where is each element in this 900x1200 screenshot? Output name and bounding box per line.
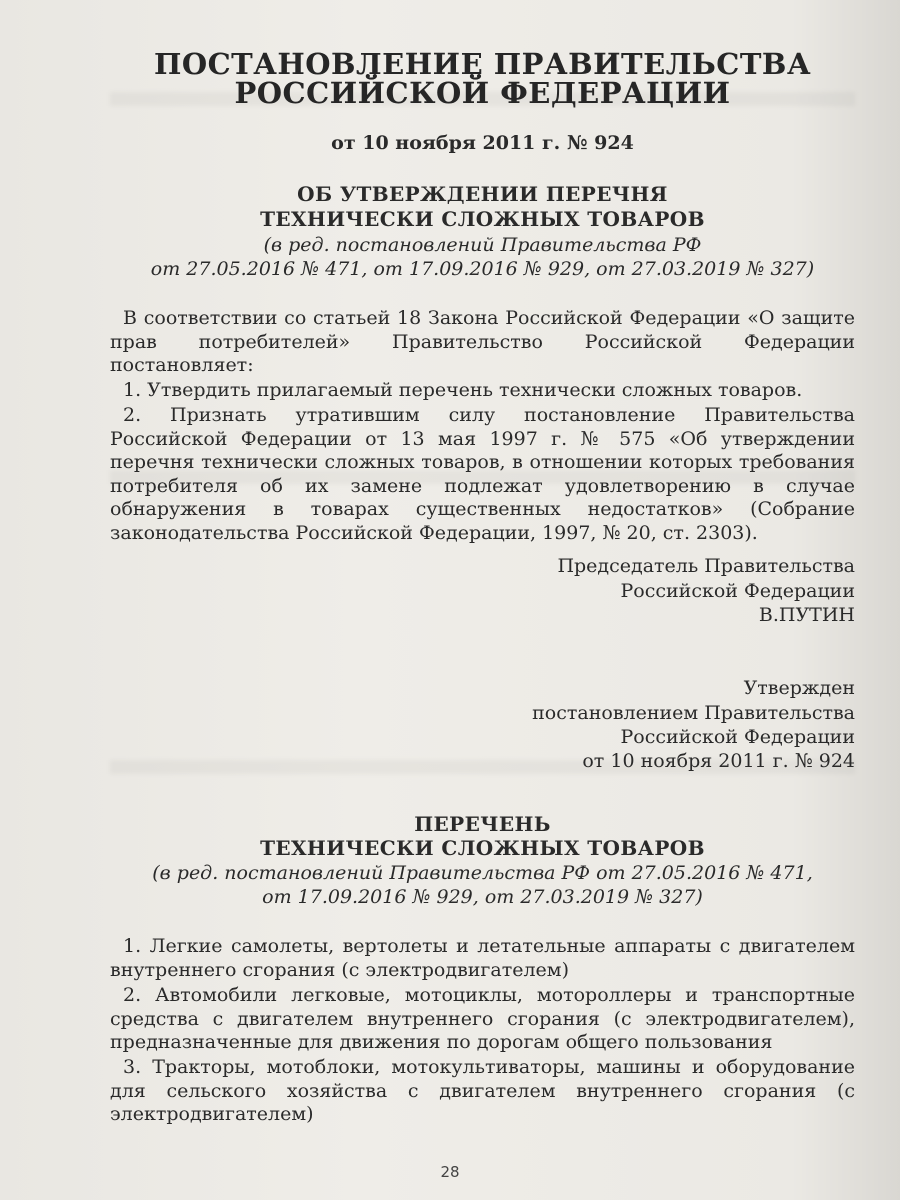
signature-position-line-2: Российской Федерации <box>620 580 855 602</box>
list-heading-1: ПЕРЕЧЕНЬ <box>414 812 551 836</box>
list-item: 1. Легкие самолеты, вертолеты и летательные аппараты с двигателем внутреннего сгорания (с электродвигателем) <box>110 935 855 981</box>
preamble-paragraph: В соответствии со статьей 18 Закона Российской Федерации «О защите прав потребителей» Правительство Российской Федерации постановляет: <box>110 307 855 376</box>
list-item: 2. Автомобили легковые, мотоциклы, мотороллеры и транспортные средства с двигателем внутреннего сгорания (с электродвигателем), предназначенные для движения по дорогам общего пользования <box>110 984 855 1053</box>
decree-item-1: 1. Утвердить прилагаемый перечень технически сложных товаров. <box>123 379 803 401</box>
decree-item-2: 2. Признать утратившим силу постановление Правительства Российской Федерации от 13 мая 1997 г. № 575 «Об утверждении перечня технически сложных товаров, в отношении которых требования потребителя об их замене подлежат удовлетворению в случае обнаружения в товарах существенных недостатков» (Собрание законодательства Российской Федерации, 1997, № 20, ст. 2303). <box>110 404 855 544</box>
approval-line-1: Утвержден <box>743 677 855 699</box>
list-edition-line-2: от 17.09.2016 № 929, от 27.03.2019 № 327) <box>262 886 703 908</box>
subject-line-1: ОБ УТВЕРЖДЕНИИ ПЕРЕЧНЯ <box>297 182 668 206</box>
title-line-1: ПОСТАНОВЛЕНИЕ ПРАВИТЕЛЬСТВА <box>153 47 812 81</box>
edition-note-line-2: от 27.05.2016 № 471, от 17.09.2016 № 929, от 27.03.2019 № 327) <box>150 258 815 280</box>
title-line-2: РОССИЙСКОЙ ФЕДЕРАЦИИ <box>234 76 731 110</box>
list-item: 3. Тракторы, мотоблоки, мотокультиваторы, машины и оборудование для сельского хозяйства с двигателем внутреннего сгорания (с электродвигателем) <box>110 1056 855 1125</box>
signatory-name: В.ПУТИН <box>758 604 855 626</box>
list-edition-line-1: (в ред. постановлений Правительства РФ от 27.05.2016 № 471, <box>152 862 813 884</box>
approval-line-4: от 10 ноября 2011 г. № 924 <box>582 750 855 772</box>
approval-line-2: постановлением Правительства <box>532 702 855 724</box>
signature-position-line-1: Председатель Правительства <box>557 555 855 577</box>
page-number: 28 <box>440 1163 460 1181</box>
edition-note-line-1: (в ред. постановлений Правительства РФ <box>263 234 702 256</box>
subject-line-2: ТЕХНИЧЕСКИ СЛОЖНЫХ ТОВАРОВ <box>260 207 705 231</box>
approval-line-3: Российской Федерации <box>620 726 855 748</box>
decree-date: от 10 ноября 2011 г. № 924 <box>331 132 634 154</box>
list-heading-2: ТЕХНИЧЕСКИ СЛОЖНЫХ ТОВАРОВ <box>260 836 705 860</box>
